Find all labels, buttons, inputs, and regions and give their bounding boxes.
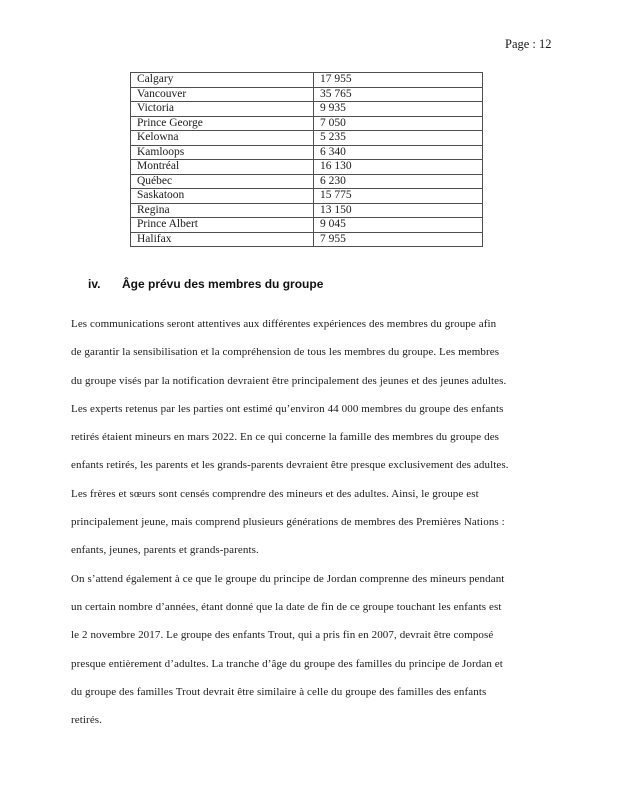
city-cell: Calgary (131, 73, 314, 88)
table-row (131, 116, 483, 131)
value-cell: 7 050 (314, 116, 483, 131)
body-line: On s’attend également à ce que le groupe du principe de Jordan comprenne des mineurs pendant (71, 572, 505, 585)
value-cell: 13 150 (314, 203, 483, 218)
city-cell: Prince Albert (131, 218, 314, 233)
heading-numeral: iv. (88, 277, 101, 291)
table-row (131, 174, 483, 189)
body-line: Les frères et sœurs sont censés comprendre des mineurs et des adultes. Ainsi, le groupe est (71, 487, 479, 500)
table-row (131, 218, 483, 233)
value-cell: 16 130 (314, 160, 483, 175)
table-row (131, 145, 483, 160)
value-cell: 35 765 (314, 87, 483, 102)
body-line: presque entièrement d’adultes. La tranche d’âge du groupe des familles du principe de Jordan et (71, 657, 503, 670)
city-cell: Kamloops (131, 145, 314, 160)
table-row (131, 203, 483, 218)
body-line: enfants retirés, les parents et les grands-parents devraient être presque exclusivement des adultes. (71, 459, 509, 472)
value-cell: 17 955 (314, 73, 483, 88)
value-cell: 7 955 (314, 232, 483, 247)
heading-text: Âge prévu des membres du groupe (122, 277, 324, 291)
body-line: retirés. (71, 714, 103, 727)
table-row (131, 102, 483, 117)
body-text (71, 310, 571, 734)
table-row (131, 189, 483, 204)
city-cell: Prince George (131, 116, 314, 131)
value-cell: 9 045 (314, 218, 483, 233)
value-cell: 6 340 (314, 145, 483, 160)
value-cell: 6 230 (314, 174, 483, 189)
value-cell: 15 775 (314, 189, 483, 204)
page-number: Page : 12 (505, 37, 552, 51)
section-heading (0, 277, 623, 293)
city-cell: Halifax (131, 232, 314, 247)
body-line: enfants, jeunes, parents et grands-parents. (71, 544, 259, 557)
value-cell: 5 235 (314, 131, 483, 146)
body-line: du groupe des familles Trout devrait être similaire à celle du groupe des familles des enfants (71, 685, 487, 698)
city-cell: Saskatoon (131, 189, 314, 204)
city-cell: Vancouver (131, 87, 314, 102)
table-row (131, 160, 483, 175)
table-row (131, 87, 483, 102)
body-line: Les communications seront attentives aux différentes expériences des membres du groupe afin (71, 318, 497, 330)
city-cell: Montréal (131, 160, 314, 175)
table-row (131, 131, 483, 146)
table-row (131, 232, 483, 247)
body-line: principalement jeune, mais comprend plusieurs générations de membres des Premières Nations : (71, 516, 505, 529)
body-line: un certain nombre d’années, étant donné que la date de fin de ce groupe touchant les enfants est (71, 600, 502, 613)
city-cell: Kelowna (131, 131, 314, 146)
body-line: retirés étaient mineurs en mars 2022. En ce qui concerne la famille des membres du groupe des (71, 431, 500, 444)
body-line: le 2 novembre 2017. Le groupe des enfants Trout, qui a pris fin en 2007, devrait être composé (71, 629, 494, 642)
body-line: de garantir la sensibilisation et la compréhension de tous les membres du groupe. Les membres (71, 346, 500, 359)
city-cell: Regina (131, 203, 314, 218)
body-line: Les experts retenus par les parties ont estimé qu’environ 44 000 membres du groupe des enfants (71, 402, 504, 415)
body-line: du groupe visés par la notification devraient être principalement des jeunes et des jeunes adultes. (71, 374, 507, 387)
city-cell: Victoria (131, 102, 314, 117)
cities-table (130, 72, 483, 247)
value-cell: 9 935 (314, 102, 483, 117)
table-row (131, 73, 483, 88)
city-cell: Québec (131, 174, 314, 189)
